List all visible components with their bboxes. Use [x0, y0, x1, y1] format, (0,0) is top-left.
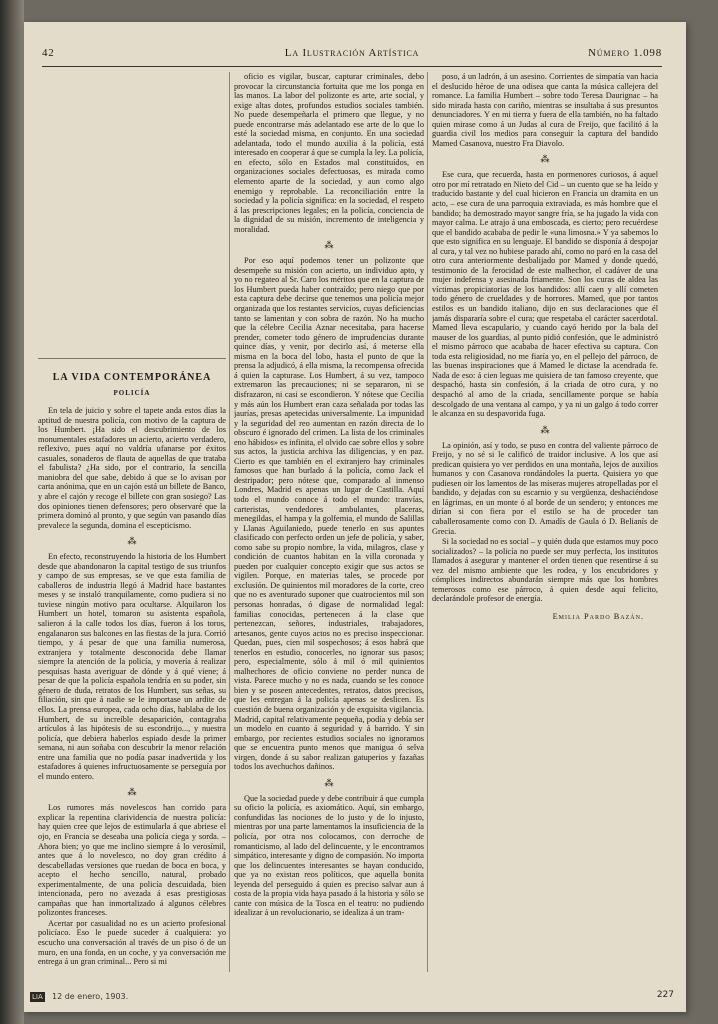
- paragraph: Acertar por casualidad no es un acierto profesional policíaco. Eso le puede suceder á cualquiera: yo escucho una conversación al través de un piso ó de un muro, en una fonda, en un coche, y ya conversación me entrega á un gran criminal... Pero si mi: [38, 918, 226, 967]
- article-column-3: [432, 72, 658, 972]
- paragraph: Ese cura, que recuerda, hasta en pormenores curiosos, á aquel otro por mí retratado en Nieto del Cid – un cuento que se ha leído y traducido bastante y del cual hicieron en Francia un dramita en un acto, – ese cura de una parroquia extraviada, es más hombre que el bandido; ha demostrado mayor sangre fría, se ha jugado la vida con mayor calma. Le atrajo á una emboscada, es cierto; pero recuérdese que el bandido acababa de pedir le «una limosna.» Y ya sabemos lo que esto significa en su lenguaje. El bandido se disponía á despojar al cura, y tal vez no hubiese parado ahí, como no paró en la casa del otro cura anteriormente desbalijado por Mamed y donde quedó, testimonio de la ferocidad de este malhechor, el cadáver de una mujer indefensa y asesinada friamente. Son los curas de aldea las víctimas propiciatorias de los bandidos: allí caen y allí cometen todo género de crueldades y de horrores. Mamed, que por tantos estilos es un bandido italiano, dijo en sus declaraciones que él jamás dispararía sobre el cura; que respetaba el carácter sacerdotal. Mamed lleva escapulario, y cuando cayó herido por la bala del mauser de los guardias, al punto pidió confesión, que le administró el mismo párroco que acababa de hacer efectiva su captura. Con toda esta religiosidad, no me fiaría yo, en el pellejo del párroco, de las buenas inspiraciones que á Mamed le dictase la acendrada fe. Nada de eso: á cien leguas me quisiera de tan famoso creyente, que despachó, hasta sin confesión, á la criada de otro cura, y no despachó al amo de la criada, sencillamente porque se había descolgado de una ventana al campo, y ya ni un galgo á todo correr le alcanza en su despavorida fuga.: [432, 170, 658, 419]
- paragraph: Que la sociedad puede y debe contribuir á que cumpla su oficio la policía, es axiomático. Aquí, sin embargo, confundidas las nociones de lo justo y de lo injusto, mientras por una parte lamentamos la insuficiencia de la policía, por otra nos colocamos, con derroche de romanticismo, al lado del delincuente, y le encontramos simpático, interesante y digno de compasión. No importa que los delincuentes interesantes se hayan conducido, que ya no existan reos políticos, que aquella bonita leyenda del perseguido á quien es preciso salvar aun á costa de la propia vida haya pasado á la historia y sólo se cante con música de la Tosca en el teatro: no pudiendo idealizar á un revolucionario, se idealiza á un tram-: [234, 793, 424, 918]
- paragraph: En efecto, reconstruyendo la historia de los Humbert desde que abandonaron la capital testigo de sus triunfos y campo de sus empresas, se ve que esta familia de caballeros de industria llegó á Madrid hace bastantes meses y se instaló tranquilamente, como pudiera si no tuviese ningún motivo para ocultarse. Alquilaron los Humbert un hotel, tomaron su asistenta española, salieron á la calle todos los días, fueron á los toros, engalanaron sus balcones en las fiestas de la jura. Corrió tiempo, y á pesar de que una familia numerosa, extranjera y totalmente desconocida debe llamar siempre la atención de la policía, y movería á realizar pesquisas hasta averiguar de dónde y á qué viene; á pesar de que la policía española tendría en su poder, sin género de duda, retratos de los Humbert, sus señas, su filiación, sin que á nadie se le importase un ardite de ellos. La prensa europea, cada ocho días, hablaba de los Humbert, de su increíble desaparición, contagraba artículos á las hipótesis de su escondrijo..., y nuestra policía, que debiera haberlos espiado desde la primer semana, ni aun soñaba con descubrir la menor relación entre una familia que no podía pasar inadvertida y los estafadores á quienes infructuosamente se perseguía por el mundo entero.: [38, 552, 226, 781]
- asterism-divider: ⁂: [540, 154, 550, 165]
- header-page-number: 42: [42, 47, 55, 59]
- paragraph: Si la sociedad no es social – y quién duda que estamos muy poco socializados? – la policía no puede ser muy perfecta, los institutos llamados á asegurar y mantener el orden tienen que resentirse á su vez del mismo ambiente que les rodea, y los encubridores y cómplices indirectos abundarán siempre más que los hombres temerosos como ese párroco, á quien desde aquí felicito, declarándole profesor de energía.: [432, 537, 658, 604]
- asterism-divider: ⁂: [540, 424, 550, 435]
- book-binding: [0, 0, 24, 1024]
- section-title: LA VIDA CONTEMPORÁNEA: [52, 372, 212, 383]
- author-signature: Emilia Pardo Bazán.: [552, 611, 644, 621]
- asterism-divider: ⁂: [127, 536, 137, 547]
- header-title: La Ilustración Artística: [284, 47, 420, 59]
- column-divider: [427, 72, 428, 972]
- section-subtitle: POLICÍA: [113, 388, 151, 397]
- article-column-2: [234, 72, 424, 972]
- paragraph: Por eso aquí podemos tener un polizonte que desempeñe su misión con acierto, un individuo apto, y yo no regateo al Sr. Caro los méritos que en la captura de los Humbert pueda haber contraído; pero niego que por esta captura debe decirse que tenemos una policía mejor organizada que los restantes servicios, cuyas deficiencias tanto se lamentan y con sobra de razón. No ha mucho que la célebre Cecilia Aznar necesitaba, para hacerse prender, cometer todo género de imprudencias durante quince días, y venir, por decirlo así, á meterse ella misma en la boca del lobo, hasta el punto de que la prensa la adjudicó, á ella misma, la recompensa ofrecida á quien la capturase. Los Humbert, á su vez, tampoco extremaron las precauciones; ni se separaron, ni se disfrazaron, ni casi se escondieron. Y nótese que Cecilia y más aún los Humbert eran caza señalada por todas las jaurías, presas apetecidas universalmente. La impunidad y la seguridad del reo aumentan en razón directa de lo obscuro é ignorado del crimen. La lista de los criminales eno hábidos» es infinita, el olvido cae sobre ellos y sobre sus actos, la justicia archiva las diligencias, y en paz. Cierto es que también en el extranjero hay criminales famosos que han burlado á la policía, como Jack el destripador; pero nótese que, comparado al inmenso Londres, Madrid es apenas un lugar de Castilla. Aquí todo el mundo conoce á todo el mundo: tranvías, carteristas, vendedores ambulantes, placeras, menegildas, el hampa y la golfemia, el mundo de Salillas y Llanas Aguilaniedo, puede tenerlo en sus apuntes clasificado con perfecto orden un jefe de policía, y saber, como sabe su propio nombre, la vida, milagros, clase y condición de cuantos habitan en la villa coronada y pueden por cualquier concepto exigir que sus actos se vigilen. Porque, en materias tales, se procede por exclusión. De quinientos mil moradores de la corte, creo que no es aventurado suponer que cuatrocientos mil son personas honradas, ó digase de normalidad legal: familias conocidas, pertenecen á la clase que pertenezcan, señores, industriales, trabajadores, artesanos, gente cuyos actos no es preciso inspeccionar. Quedan, pues, cien mil sospechosos; á esos habrá que tenerlos en estudio, conocerles, no ignorar sus pasos; pero, especialmente, sólo á mil ó mil quinientos malhechores de oficio conviene no perder nunca de vista. Parece mucho y no es nada, cuando se les conoce bien y se poseen antecedentes, retratos, datos precisos, que les entregan á la policía apenas se deslicen. Es cuestión de buena organización y de exquisita vigilancia. Madrid, capital relativamente pequeña, podía y debía ser un modelo en cuanto á seguridad y á barrido. Y sin embargo, por recientes estudios sociales no ignoramos que se encuentra punto menos que maniguа ó selva virgen, donde á su sabor realizan gatuperios y fazañas todos los avechuchos dañinos.: [234, 256, 424, 772]
- paragraph: poso, á un ladrón, á un asesino. Corrientes de simpatía van hacia el deslucido héroe de una odisea que canta la música callejera del romance. La familia Humbert – sobre todo Teresa Daurignac – ha sido mirada hasta con cariño, mientras se insultaba á sus presuntos denunciadores. Y en mi tierra y fuera de ella también, no ha faltado quien mirase como á un Judas al cura de Freijo, que facilitó á la guardia civil los medios para conseguir la captura del bandido Mamed Casanova, nuestro Fra Diavolo.: [432, 72, 658, 148]
- scan-footer: [24, 990, 686, 1008]
- paragraph: La opinión, así y todo, se puso en contra del valiente párroco de Freijo, y no sé si le calificó de traidor inclusive. A los que así predican quisiera yo ver perdidos en una montaña, lejos de auxilios humanos y con Casanova rondándoles la puerta. Quisiera yo que pudiesen oir los lamentos de las míseras mujeres atropelladas por el bandido, y dejadas con su escarnio y su vergüenza, deshaciéndose en lágrimas, en un monte ó al borde de un sendero; y entonces me dirían si con fiera por el estilo se ha de proceder tan caballerosamente como con D. Amadís de Gaula ó D. Belianís de Grecia.: [432, 440, 658, 536]
- paragraph: Los rumores más novelescos han corrido para explicar la repentina clarividencia de nuestra policía: hay quien cree que lejos de estimularla á que abriese el ojo, en Francia se deseaba una policía ciega y sorda. – Ahora bien; yo que me inclino siempre á lo verosímil, antes que á lo novelesco, no doy gran crédito á descabelladas versiones que ruedan de boca en boca, y acepto el hecho sencillo, natural, probado experimentalmente, de una policía descuidada, bien intencionada, pero no avezada á esas prestigiosas campañas que han inmortalizado á algunos célebres polizontes franceses.: [38, 803, 226, 918]
- paragraph: oficio es vigilar, buscar, capturar criminales, debo provocar la circunstancia fortuita que me los ponga en las manos. La labor del polizonte es arte, arte social, y exige altas dotes, profundos estudios sociales también. No puede desempeñarla el primero que llegue, y no puede encontrarse más adelantado ese arte de lo que lo esté la sociedad misma, en conjunto. En una sociedad adelantada, todo el mundo auxilia á la policía, está interesado en cooperar á que se cumpla la ley. La policía, en efecto, sólo en Estados mal constituídos, en organizaciones sociales defectuosas, es mirada como elemento aparte de la sociedad, y aun como algo enemigo y reprobable. La reconciliación entre la sociedad y la policía significa: en la sociedad, el respeto á las prescripciones legales; en la policía, conciencia de la dignidad de su misión, incremento de inteligencia y moralidad.: [234, 72, 424, 234]
- column-divider: [229, 72, 230, 972]
- asterism-divider: ⁂: [324, 240, 334, 251]
- header-issue: Número 1.098: [588, 47, 662, 59]
- archive-logo: LIA: [32, 993, 43, 1001]
- asterism-divider: ⁂: [127, 787, 137, 798]
- paragraph: En tela de juicio y sobre el tapete anda estos días la aptitud de nuestra policía, con motivo de la captura de los Humbert. ¡Ha sido el descubrimiento de los monumentales estafadores un acierto, acierto verdadero, reflexivo, pues aquí no valdría ufanarse por éxitos casuales, sonaderos de flauta de aquellas de que trataba el fabulista? ¿Ha sido, por el contrario, la sencilla maniobra del que sabe, debido á que se lo avisan por carta anónima, que en un cajón está un billete de Banco, y abre el cajón y recoge el billete con gran sosiego? Las dos opiniones tienen defensores; pero observaré que la primera dominó al pronto, y que según van pasando días prevalece la segunda, domina el escepticismo.: [38, 406, 226, 530]
- page-header: [42, 47, 662, 63]
- magazine-page: [24, 22, 686, 1012]
- asterism-divider: ⁂: [324, 777, 334, 788]
- article-column-1: [38, 358, 226, 990]
- footer-date: 12 de enero, 1903.: [52, 992, 129, 1001]
- section-rule: [38, 358, 226, 359]
- header-rule: [42, 66, 662, 67]
- footer-page-number: 227: [656, 990, 674, 1000]
